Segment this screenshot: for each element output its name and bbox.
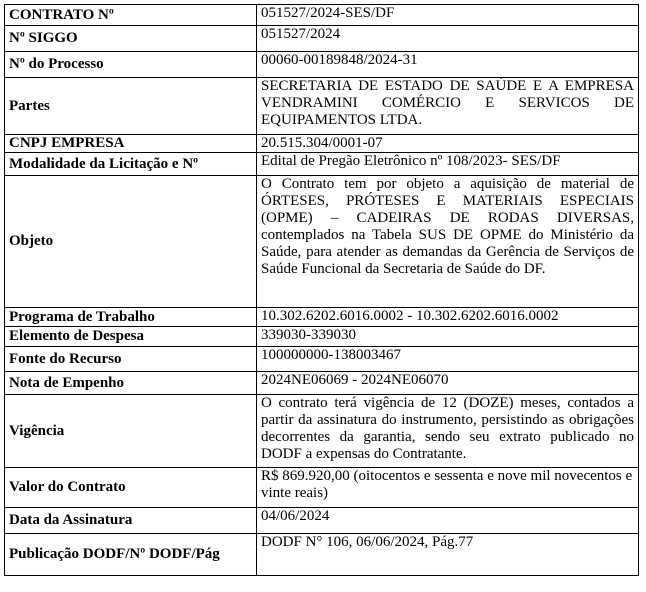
row-value: 00060-00189848/2024-31 [257, 52, 639, 78]
table-row [5, 347, 639, 372]
row-value: 2024NE06069 - 2024NE06070 [257, 372, 639, 395]
row-value: O contrato terá vigência de 12 (DOZE) meses, contados a partir da assinatura do instrumento, persistindo as obrigações decorrentes da garantia, sendo seu extrato publicado no DODF a expensas do Contratante. [257, 395, 639, 468]
table-row [5, 508, 639, 534]
row-value: 339030-339030 [257, 327, 639, 347]
table-row [5, 153, 639, 176]
row-value: Edital de Pregão Eletrônico nº 108/2023- SES/DF [257, 153, 639, 176]
row-label: CONTRATO Nº [5, 5, 257, 26]
table-row [5, 372, 639, 395]
row-label: Elemento de Despesa [5, 327, 257, 347]
row-label: Modalidade da Licitação e Nº [5, 153, 257, 176]
table-row [5, 308, 639, 327]
row-value: 04/06/2024 [257, 508, 639, 534]
row-value: 100000000-138003467 [257, 347, 639, 372]
table-row [5, 327, 639, 347]
row-value: 10.302.6202.6016.0002 - 10.302.6202.6016.0002 [257, 308, 639, 327]
row-label: Nota de Empenho [5, 372, 257, 395]
row-label: CNPJ EMPRESA [5, 135, 257, 153]
row-label: Nº do Processo [5, 52, 257, 78]
table-row [5, 534, 639, 576]
table-row [5, 78, 639, 135]
row-value: 051527/2024 [257, 26, 639, 52]
table-row [5, 52, 639, 78]
row-value: 051527/2024-SES/DF [257, 5, 639, 26]
row-label: Data da Assinatura [5, 508, 257, 534]
table-row [5, 176, 639, 308]
row-value: 20.515.304/0001-07 [257, 135, 639, 153]
table-row [5, 26, 639, 52]
row-label: Nº SIGGO [5, 26, 257, 52]
table-row [5, 468, 639, 508]
row-label: Vigência [5, 395, 257, 468]
table-row [5, 395, 639, 468]
contract-summary-table [4, 4, 639, 576]
row-value: O Contrato tem por objeto a aquisição de material de ÓRTESES, PRÓTESES E MATERIAIS ESPECIAIS (OPME) – CADEIRAS DE RODAS DIVERSAS, contemplados na Tabela SUS DE OPME do Ministério da Saúde, para atender as demandas da Gerência de Serviços de Saúde Funcional da Secretaria de Saúde do DF. [257, 176, 639, 308]
row-label: Partes [5, 78, 257, 135]
table-row [5, 135, 639, 153]
row-value: SECRETARIA DE ESTADO DE SAÚDE E A EMPRESA VENDRAMINI COMÉRCIO E SERVICOS DE EQUIPAMENTOS LTDA. [257, 78, 639, 135]
table-row [5, 5, 639, 26]
row-label: Programa de Trabalho [5, 308, 257, 327]
row-value: R$ 869.920,00 (oitocentos e sessenta e nove mil novecentos e vinte reais) [257, 468, 639, 508]
row-label: Objeto [5, 176, 257, 308]
row-value: DODF N° 106, 06/06/2024, Pág.77 [257, 534, 639, 576]
row-label: Publicação DODF/Nº DODF/Pág [5, 534, 257, 576]
row-label: Fonte do Recurso [5, 347, 257, 372]
row-label: Valor do Contrato [5, 468, 257, 508]
